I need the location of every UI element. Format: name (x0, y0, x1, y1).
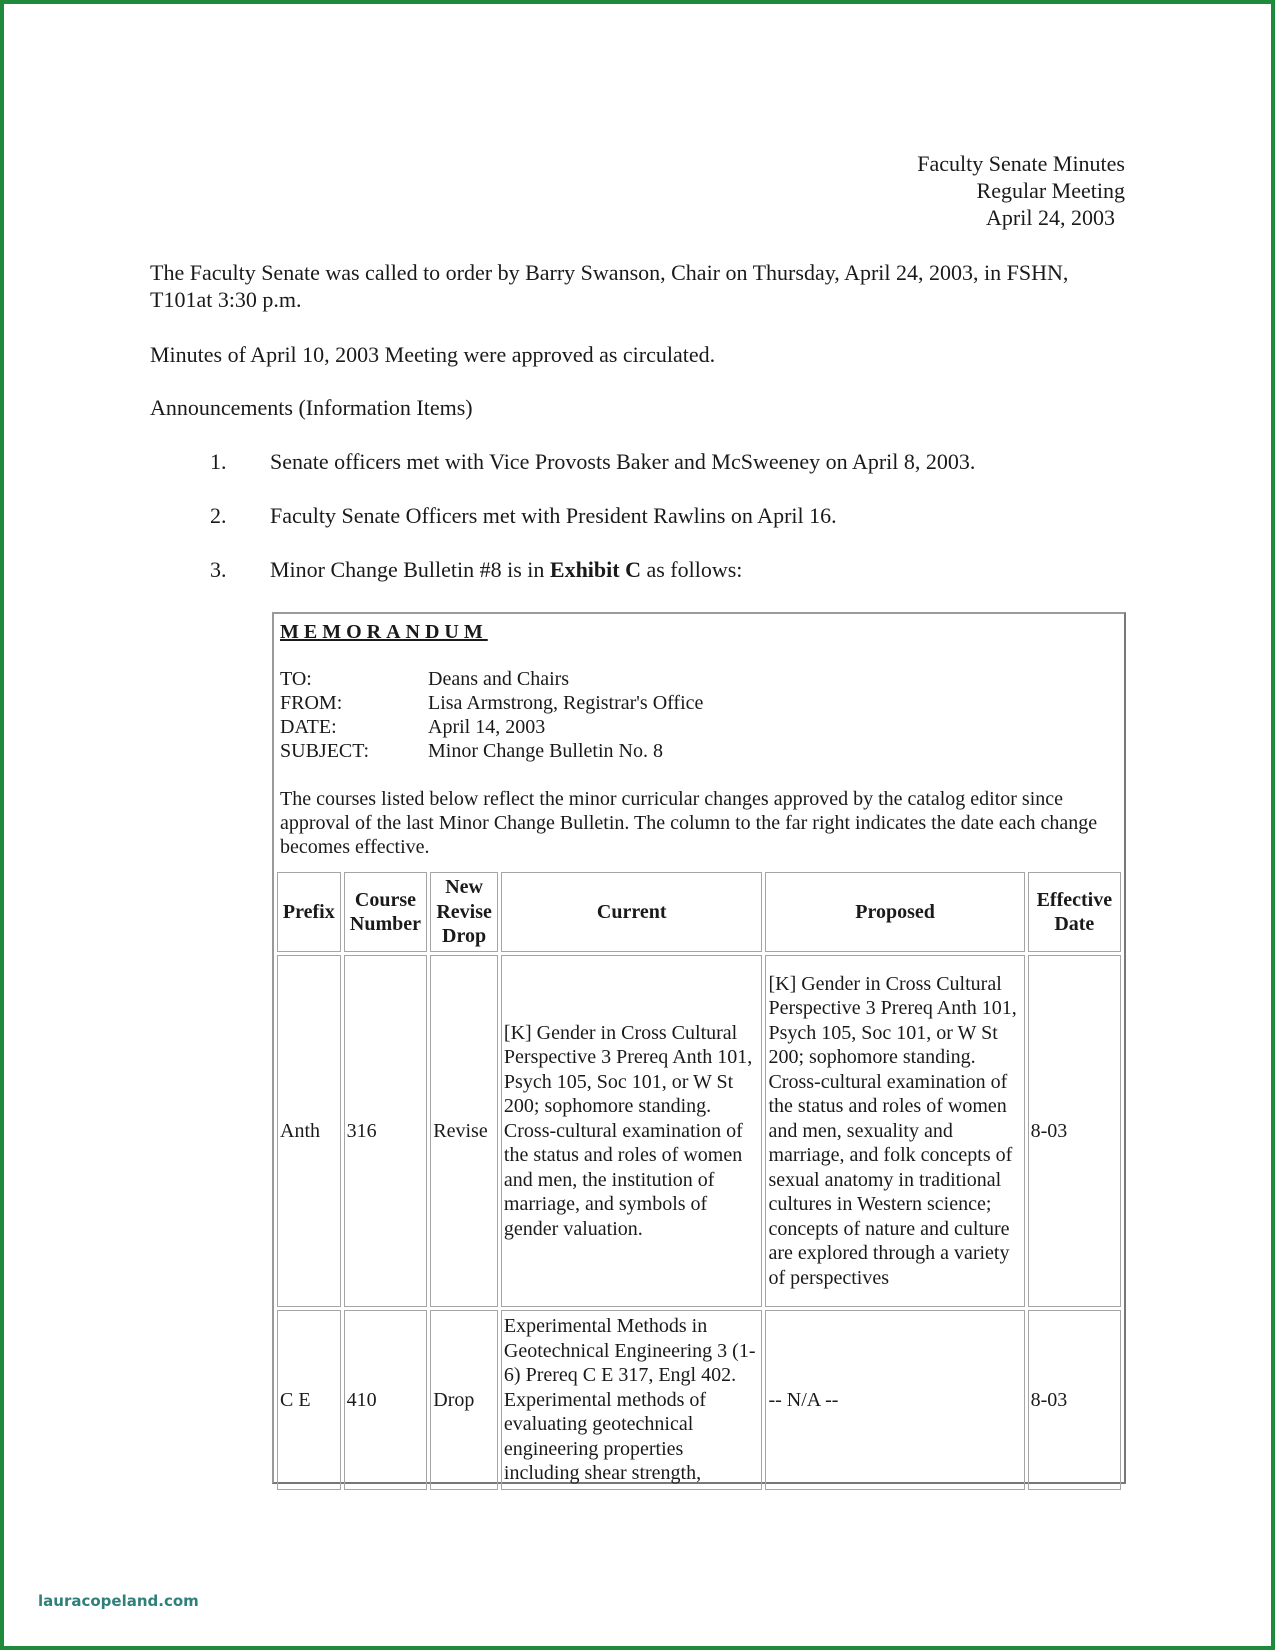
announcement-number: 1. (210, 449, 227, 474)
column-header-proposed: Proposed (765, 872, 1024, 952)
table-row (277, 955, 1121, 1307)
memorandum-box (272, 612, 1126, 1484)
announcement-item (210, 556, 742, 583)
announcement-item (210, 502, 837, 529)
watermark: lauracopeland.com (38, 1592, 199, 1610)
memo-field-date (280, 715, 1118, 739)
memo-body: The courses listed below reflect the minor curricular changes approved by the catalog editor since approval of the last Minor Change Bulletin. The column to the far right indicates the date each change becomes effective. (280, 788, 1098, 858)
cell-current: Experimental Methods in Geotechnical Engineering 3 (1-6) Prereq C E 317, Engl 402. Experimental methods of evaluating geotechnical engineering properties including shear strength, (501, 1310, 763, 1490)
column-header-effective-date: Effective Date (1028, 872, 1121, 952)
memo-field-subject (280, 739, 1118, 763)
memo-title: MEMORANDUM (280, 621, 488, 643)
cell-proposed: -- N/A -- (765, 1310, 1024, 1490)
column-header-course-number: Course Number (344, 872, 428, 952)
exhibit-reference: Exhibit C (549, 557, 641, 582)
cell-course-number: 410 (344, 1310, 428, 1490)
memo-field-label: TO: (280, 668, 312, 690)
cell-effective-date: 8-03 (1028, 955, 1121, 1307)
cell-current: [K] Gender in Cross Cultural Perspective 3 Prereq Anth 101, Psych 105, Soc 101, or W St 200; sophomore standing. Cross-cultural examination of the status and roles of women and men, the institution of marriage, and symbols of gender valuation. (501, 955, 763, 1307)
header-meeting-type: Regular Meeting (976, 178, 1125, 203)
announcement-item (210, 448, 975, 475)
memo-field-value: April 14, 2003 (428, 716, 546, 738)
cell-effective-date: 8-03 (1028, 1310, 1121, 1490)
intro-paragraph: The Faculty Senate was called to order by Barry Swanson, Chair on Thursday, April 24, 2003, in FSHN, T101at 3:30 p.m. (150, 260, 1069, 312)
column-header-new-revise-drop: New Revise Drop (430, 872, 498, 952)
cell-course-number: 316 (344, 955, 428, 1307)
memo-field-label: FROM: (280, 692, 343, 714)
memo-field-from (280, 691, 1118, 715)
minor-change-table (274, 869, 1124, 1493)
announcement-text: Faculty Senate Officers met with President Rawlins on April 16. (270, 503, 837, 528)
memo-field-value: Deans and Chairs (428, 668, 570, 690)
header-title: Faculty Senate Minutes (917, 151, 1125, 176)
cell-prefix: C E (277, 1310, 341, 1490)
cell-action: Drop (430, 1310, 498, 1490)
announcement-number: 2. (210, 503, 227, 528)
memo-field-value: Minor Change Bulletin No. 8 (428, 740, 663, 762)
announcement-number: 3. (210, 557, 227, 582)
table-header-row (277, 872, 1121, 952)
memo-field-to (280, 667, 1118, 691)
cell-proposed: [K] Gender in Cross Cultural Perspective 3 Prereq Anth 101, Psych 105, Soc 101, or W St 200; sophomore standing. Cross-cultural examination of the status and roles of women and men, sexuality and marriage, and folk concepts of sexual anatomy in traditional cultures in Western science; concepts of nature and culture are explored through a variety of perspectives (765, 955, 1024, 1307)
announcement-text-tail: as follows: (640, 557, 743, 582)
announcement-text: Senate officers met with Vice Provosts Baker and McSweeney on April 8, 2003. (270, 449, 976, 474)
announcement-text: Minor Change Bulletin #8 is in (270, 557, 550, 582)
memo-field-label: DATE: (280, 716, 337, 738)
header-date: April 24, 2003 (986, 205, 1115, 230)
announcements-heading: Announcements (Information Items) (150, 395, 473, 420)
table-row (277, 1310, 1121, 1490)
column-header-prefix: Prefix (277, 872, 341, 952)
cell-prefix: Anth (277, 955, 341, 1307)
minutes-header (917, 150, 1125, 231)
memo-field-label: SUBJECT: (280, 740, 370, 762)
minutes-approved-paragraph: Minutes of April 10, 2003 Meeting were approved as circulated. (150, 342, 716, 367)
cell-action: Revise (430, 955, 498, 1307)
memo-field-value: Lisa Armstrong, Registrar's Office (428, 692, 704, 714)
column-header-current: Current (501, 872, 763, 952)
